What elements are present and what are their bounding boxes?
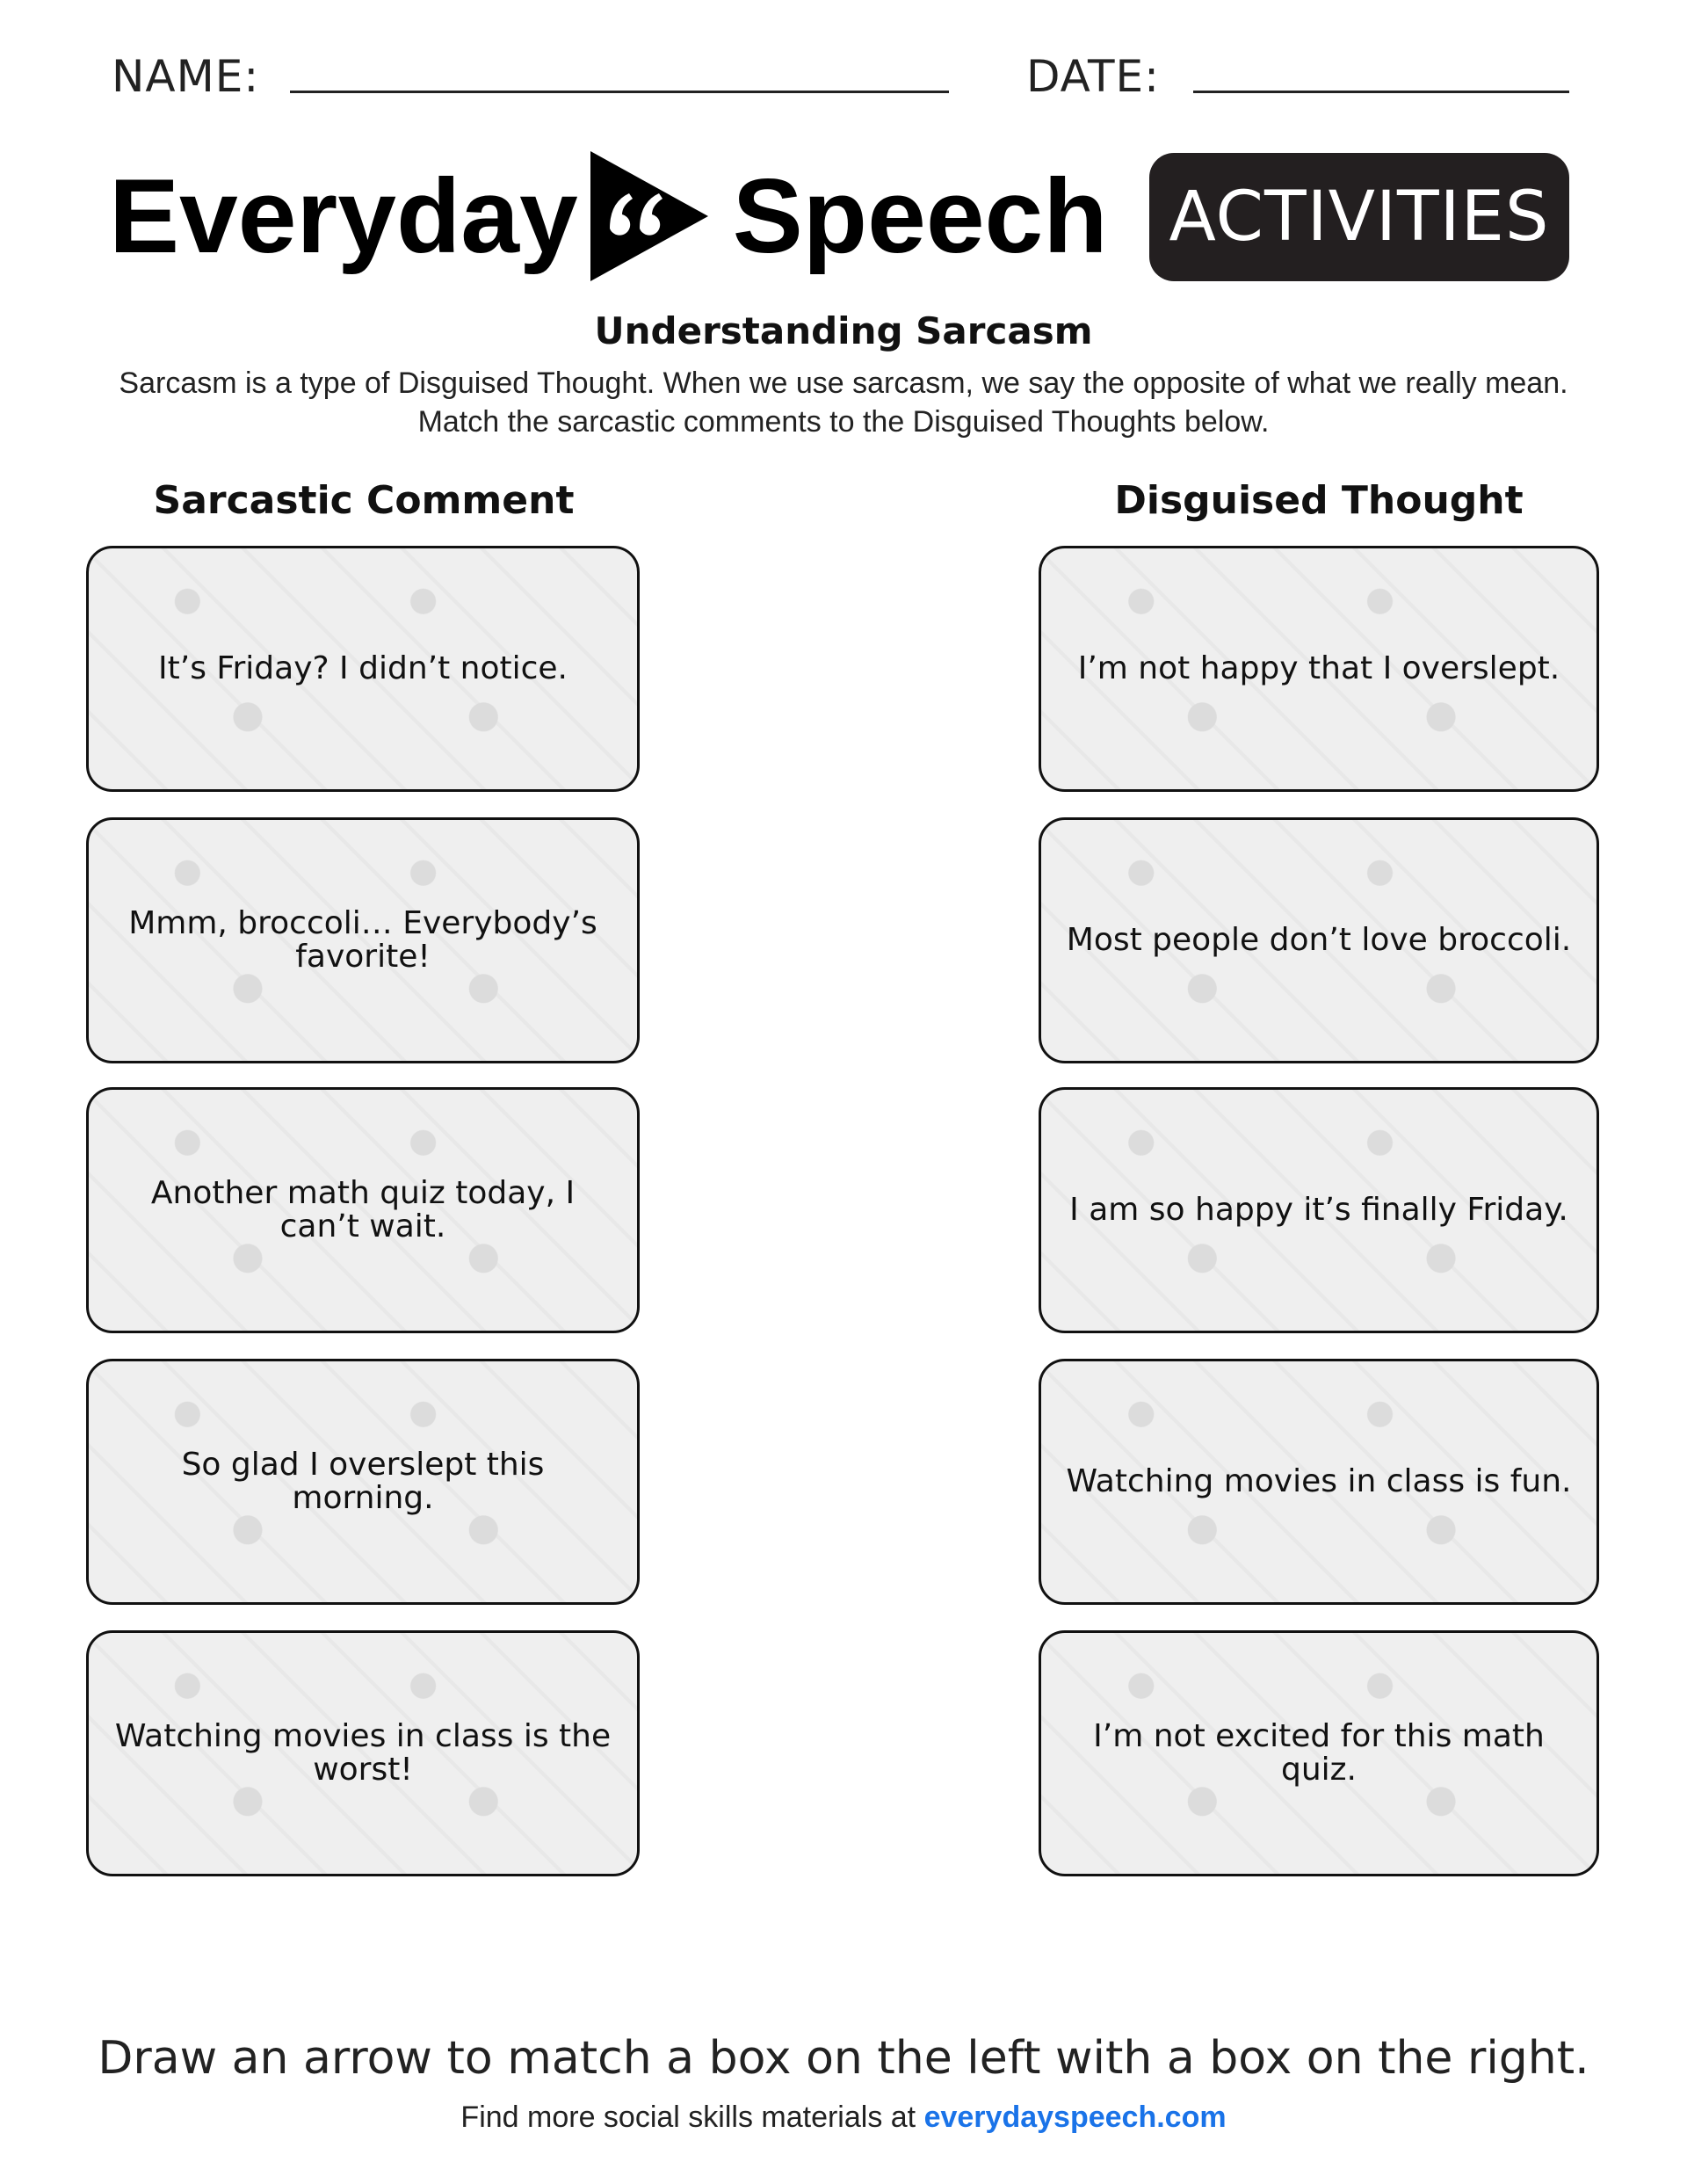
disguised-thought-card[interactable]: I’m not excited for this math quiz. [1039, 1630, 1599, 1876]
disguised-thought-card[interactable]: Watching movies in class is fun. [1039, 1359, 1599, 1605]
sarcastic-comment-card[interactable]: Mmm, broccoli… Everybody’s favorite! [86, 817, 640, 1063]
logo-play-quote-icon [590, 151, 708, 281]
logo [109, 151, 1108, 281]
sarcastic-comment-card[interactable]: Watching movies in class is the worst! [86, 1630, 640, 1876]
worksheet-description: Sarcasm is a type of Disguised Thought. When we use sarcasm, we say the opposite of what we really mean. Match the sarcastic comments to the Disguised Thoughts below. [119, 366, 1568, 439]
right-column-heading: Disguised Thought [1114, 478, 1524, 523]
logo-everyday: Everyday [109, 157, 578, 275]
date-label: DATE: [1026, 51, 1160, 102]
footer-link[interactable]: everydayspeech.com [923, 2101, 1227, 2134]
sarcastic-comment-card[interactable]: It’s Friday? I didn’t notice. [86, 546, 640, 792]
left-column-heading: Sarcastic Comment [153, 478, 575, 523]
name-label: NAME: [112, 51, 260, 102]
worksheet-title: Understanding Sarcasm [594, 309, 1093, 352]
footer-text: Find more social skills materials at [460, 2101, 916, 2134]
date-line[interactable] [1193, 91, 1569, 93]
name-line[interactable] [290, 91, 949, 93]
instruction-text: Draw an arrow to match a box on the left with a box on the right. [98, 2032, 1589, 2085]
logo-speech: Speech [732, 157, 1108, 275]
sarcastic-comment-card[interactable]: So glad I overslept this morning. [86, 1359, 640, 1605]
disguised-thought-card[interactable]: Most people don’t love broccoli. [1039, 817, 1599, 1063]
sarcastic-comment-card[interactable]: Another math quiz today, I can’t wait. [86, 1087, 640, 1333]
footer [0, 2101, 1687, 2135]
disguised-thought-card[interactable]: I am so happy it’s finally Friday. [1039, 1087, 1599, 1333]
disguised-thought-card[interactable]: I’m not happy that I overslept. [1039, 546, 1599, 792]
activities-badge: ACTIVITIES [1149, 153, 1569, 281]
